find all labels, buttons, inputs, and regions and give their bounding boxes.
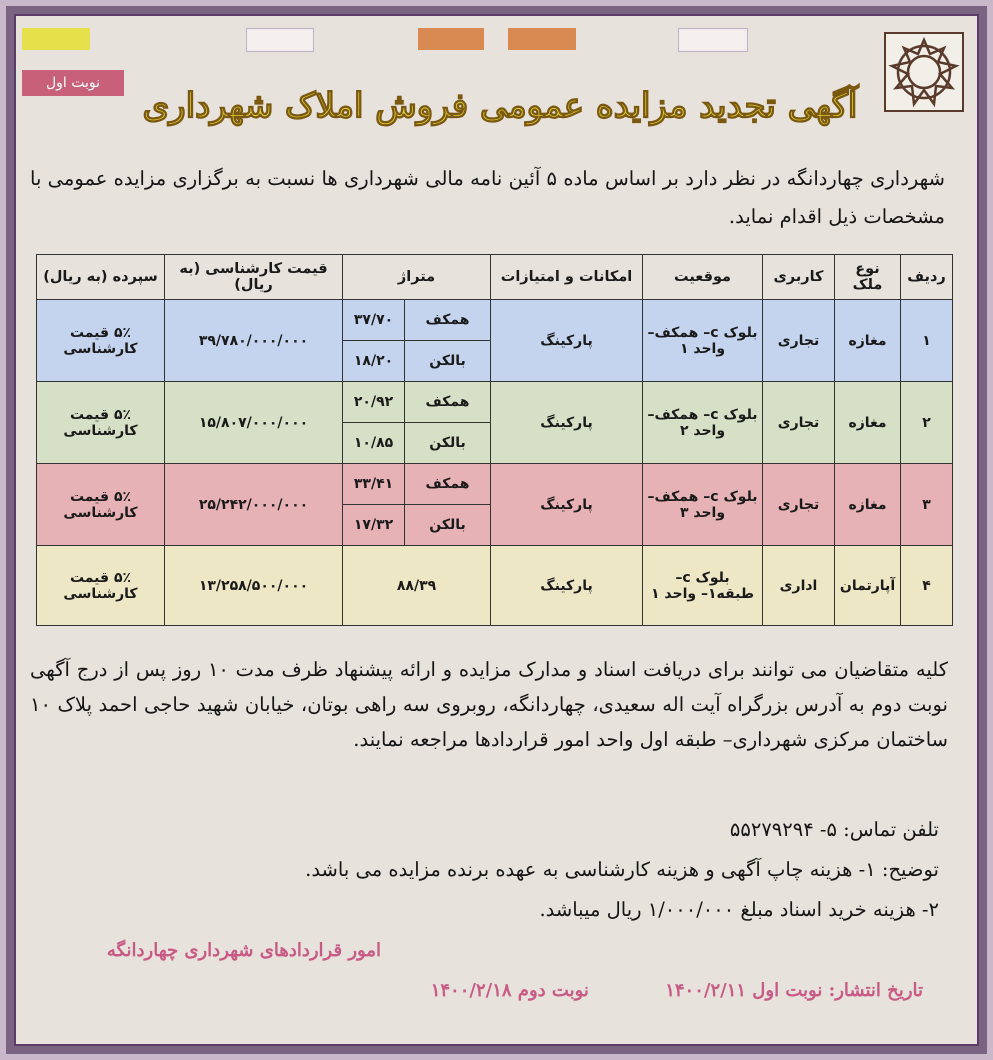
header-area: متراژ <box>343 255 491 300</box>
header-deposit: سپرده (به ریال) <box>37 255 165 300</box>
cell-deposit: ۵٪ قیمت کارشناسی <box>37 464 165 546</box>
note-item: توضیح: ۱- هزینه چاپ آگهی و هزینه کارشناسی به عهده برنده مزایده می باشد. <box>305 858 939 881</box>
auction-table <box>36 254 953 626</box>
header-row-no: ردیف <box>901 255 953 300</box>
cell-area-value: ۱۷/۳۲ <box>343 505 405 546</box>
color-swatch <box>22 28 90 50</box>
first-publication: تاریخ انتشار: نوبت اول ۱۴۰۰/۲/۱۱ <box>665 980 923 1001</box>
cell-area-value: ۱۸/۲۰ <box>343 341 405 382</box>
second-publication: نوبت دوم ۱۴۰۰/۲/۱۸ <box>430 980 589 1001</box>
cell-area-value: ۱۰/۸۵ <box>343 423 405 464</box>
cell-location: بلوک c– طبقه۱– واحد ۱ <box>643 546 763 626</box>
cell-area-label: همکف <box>405 300 491 341</box>
table-header-row <box>37 255 953 300</box>
table-row <box>37 464 953 505</box>
cell-features: پارکینگ <box>491 300 643 382</box>
cell-row-no: ۱ <box>901 300 953 382</box>
color-swatch <box>246 28 314 52</box>
cell-area-value: ۳۷/۷۰ <box>343 300 405 341</box>
cell-row-no: ۲ <box>901 382 953 464</box>
cell-area-value: ۳۳/۴۱ <box>343 464 405 505</box>
cell-price: ۳۹/۷۸۰/۰۰۰/۰۰۰ <box>165 300 343 382</box>
cell-features: پارکینگ <box>491 382 643 464</box>
cell-use: تجاری <box>763 300 835 382</box>
intro-paragraph: شهرداری چهاردانگه در نظر دارد بر اساس ماده ۵ آئین نامه مالی شهرداری ها نسبت به برگزاری مزایده عمومی با مشخصات ذیل اقدام نماید. <box>30 167 945 228</box>
page-title: آگهی تجدید مزایده عمومی فروش املاک شهرداری <box>142 86 858 126</box>
cell-type: آپارتمان <box>835 546 901 626</box>
cell-deposit: ۵٪ قیمت کارشناسی <box>37 300 165 382</box>
cell-features: پارکینگ <box>491 464 643 546</box>
cell-area-label: همکف <box>405 464 491 505</box>
cell-use: تجاری <box>763 464 835 546</box>
cell-area-value: ۸۸/۳۹ <box>343 546 491 626</box>
instructions-paragraph: کلیه متقاضیان می توانند برای دریافت اسناد و مدارک مزایده و ارائه پیشنهاد ظرف مدت ۱۰ روز پس از درج آگهی نوبت دوم به آدرس بزرگراه آیت اله سعیدی، چهاردانگه، روبروی سه راهی بوتان، خیابان شهید حاجی احمد پلاک ۱۰ ساختمان مرکزی شهرداری– طبقه اول واحد امور قراردادها مراجعه نمایند. <box>30 658 948 751</box>
cell-area-label: بالکن <box>405 505 491 546</box>
cell-type: مغازه <box>835 382 901 464</box>
cell-area-label: همکف <box>405 382 491 423</box>
cell-type: مغازه <box>835 464 901 546</box>
table-row <box>37 382 953 423</box>
publication-dates <box>361 980 923 1001</box>
note-item: ۲- هزینه خرید اسناد مبلغ ۱/۰۰۰/۰۰۰ ریال میباشد. <box>539 898 939 921</box>
header-use: کاربری <box>763 255 835 300</box>
cell-type: مغازه <box>835 300 901 382</box>
color-swatch <box>678 28 748 52</box>
color-swatch <box>508 28 576 50</box>
header-type: نوع ملک <box>835 255 901 300</box>
header-location: موقعیت <box>643 255 763 300</box>
cell-area-label: بالکن <box>405 423 491 464</box>
cell-deposit: ۵٪ قیمت کارشناسی <box>37 546 165 626</box>
cell-use: تجاری <box>763 382 835 464</box>
header-features: امکانات و امتیازات <box>491 255 643 300</box>
cell-features: پارکینگ <box>491 546 643 626</box>
cell-area-value: ۲۰/۹۲ <box>343 382 405 423</box>
color-swatch <box>418 28 484 50</box>
cell-area-label: بالکن <box>405 341 491 382</box>
cell-deposit: ۵٪ قیمت کارشناسی <box>37 382 165 464</box>
municipality-logo-icon <box>884 32 964 112</box>
table-row <box>37 300 953 341</box>
cell-location: بلوک c– همکف– واحد ۱ <box>643 300 763 382</box>
table-row <box>37 546 953 626</box>
cell-location: بلوک c– همکف– واحد ۲ <box>643 382 763 464</box>
issuer-department: امور قراردادهای شهرداری چهاردانگه <box>106 940 381 961</box>
cell-row-no: ۴ <box>901 546 953 626</box>
edition-badge: نوبت اول <box>22 70 124 96</box>
contact-phone: تلفن تماس: ۵- ۵۵۲۷۹۲۹۴ <box>729 818 939 841</box>
cell-use: اداری <box>763 546 835 626</box>
cell-price: ۱۳/۲۵۸/۵۰۰/۰۰۰ <box>165 546 343 626</box>
cell-price: ۱۵/۸۰۷/۰۰۰/۰۰۰ <box>165 382 343 464</box>
cell-row-no: ۳ <box>901 464 953 546</box>
cell-location: بلوک c– همکف– واحد ۳ <box>643 464 763 546</box>
header-price: قیمت کارشناسی (به ریال) <box>165 255 343 300</box>
cell-price: ۲۵/۲۴۲/۰۰۰/۰۰۰ <box>165 464 343 546</box>
